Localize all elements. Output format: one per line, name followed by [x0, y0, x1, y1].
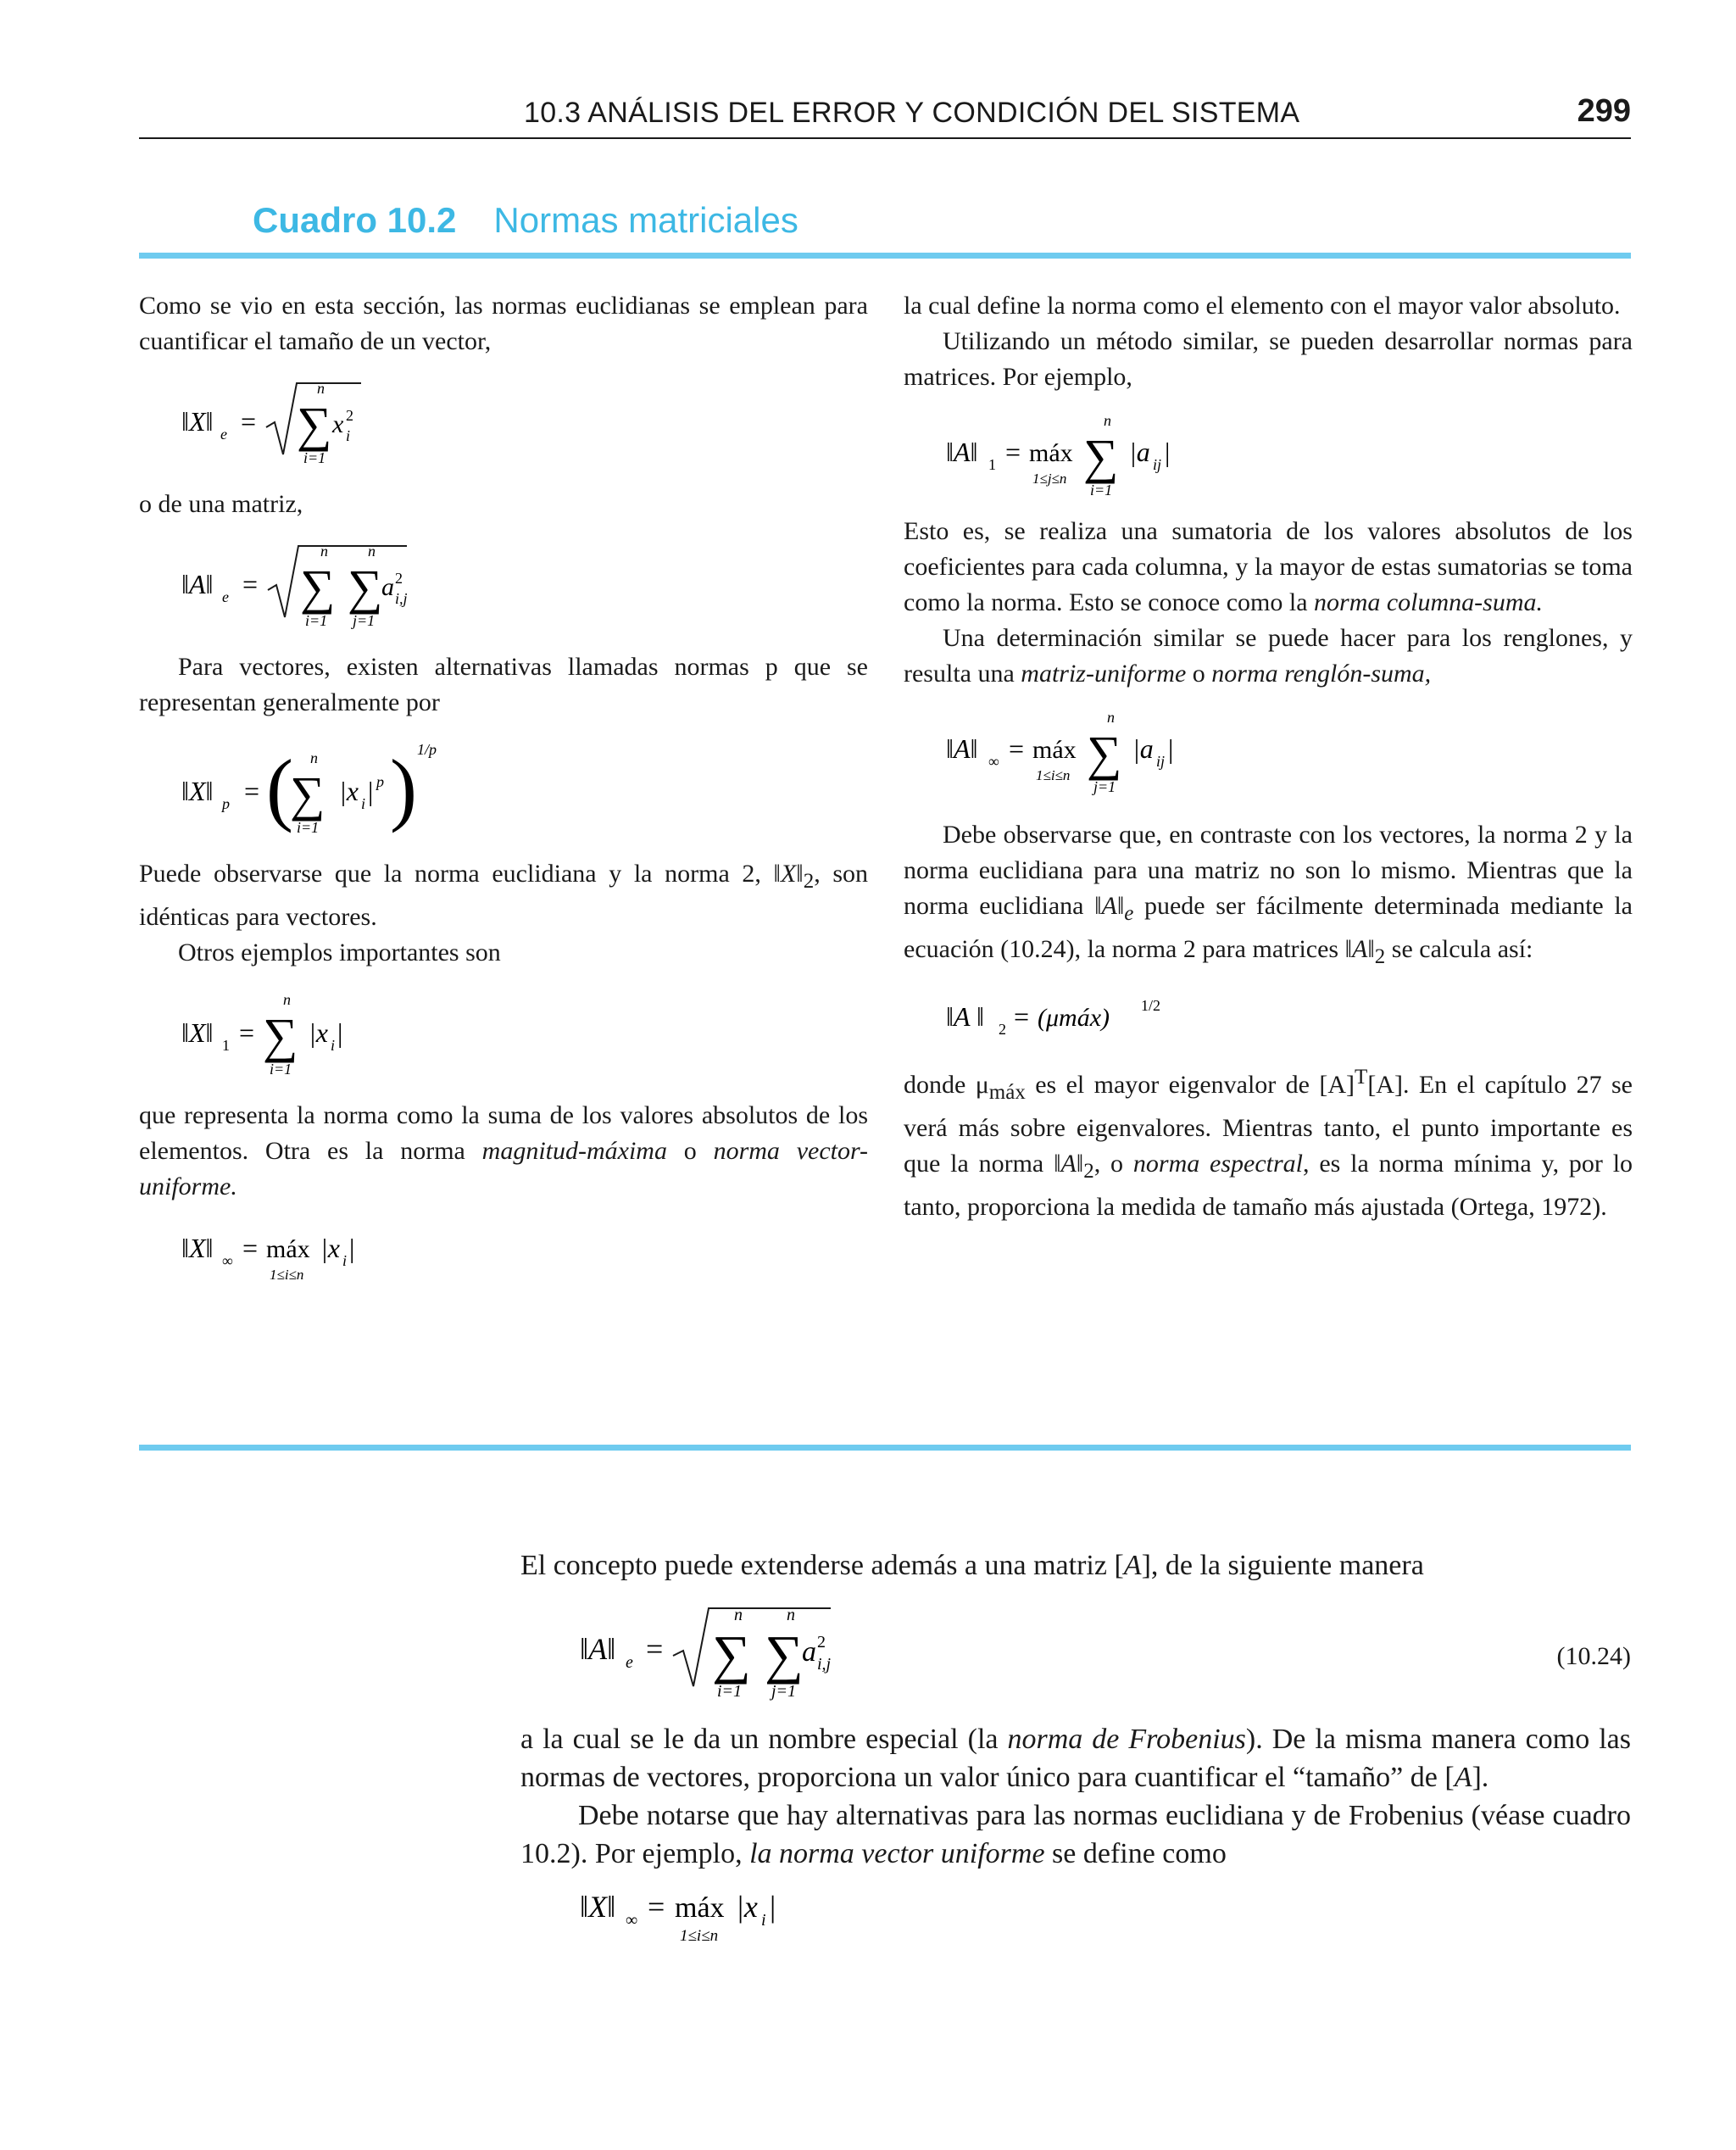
subscript: máx [988, 1081, 1026, 1104]
equation-1-norm [139, 971, 868, 1098]
svg-text:‖A ‖: ‖A ‖ [946, 1001, 984, 1032]
svg-text:=: = [242, 1233, 259, 1263]
svg-text:|: | [368, 776, 374, 806]
equation-spectral-norm [904, 975, 1633, 1060]
svg-text:=: = [1009, 733, 1025, 764]
paragraph [904, 514, 1633, 621]
equation-vector-uniform-norm [520, 1873, 1631, 1958]
svg-text:∞: ∞ [988, 753, 999, 770]
equation-graphic [139, 971, 868, 1098]
svg-text:ij: ij [1156, 753, 1166, 770]
section-title: 10.3 ANÁLISIS DEL ERROR Y CONDICIÓN DEL SISTEMA [524, 97, 1300, 129]
svg-text:|x: |x [309, 1017, 328, 1048]
norm-e-inline: $‖A‖_e$ [1094, 892, 1134, 925]
paragraph [904, 621, 1633, 692]
equation-p-norm [139, 721, 868, 856]
paragraph: Como se vio en esta sección, las normas euclidianas se emplean para cuantificar el tamaño de un vector, [139, 292, 868, 355]
equation-graphic [520, 1585, 1283, 1720]
text: o [683, 1137, 697, 1165]
svg-text:|: | [349, 1233, 355, 1263]
svg-text:n: n [283, 991, 291, 1008]
svg-text:∞: ∞ [222, 1252, 233, 1269]
text: , es la norma mínima y, por lo tanto, proporciona la medida de tamaño más ajustada (Ortega, 1972). [904, 1150, 1633, 1221]
svg-text:i,j: i,j [817, 1655, 832, 1674]
box-subtitle: Normas matriciales [493, 200, 798, 240]
paragraph: Puede observarse que la norma euclidiana y la norma 2, $‖X‖_2$, son idénticas para vectores. [139, 860, 868, 931]
page-number: 299 [1577, 93, 1631, 129]
svg-text:e: e [626, 1653, 633, 1672]
equation-number: (10.24) [1556, 1642, 1631, 1670]
emphasis: norma espectral [1132, 1150, 1304, 1178]
text: se calcula así: [1391, 935, 1533, 963]
box-right-column [904, 288, 1633, 1225]
equation-vector-euclidean [139, 359, 868, 487]
svg-text:2: 2 [817, 1633, 826, 1651]
svg-text:n: n [787, 1606, 795, 1624]
svg-text:|x: |x [339, 776, 359, 806]
equation-row-sum-norm [904, 692, 1633, 817]
svg-text:1: 1 [988, 456, 996, 473]
svg-text:i,j: i,j [395, 590, 408, 607]
svg-text:n: n [1104, 412, 1111, 429]
svg-text:i=1: i=1 [303, 449, 326, 466]
svg-text:|a: |a [1129, 437, 1150, 467]
svg-text:i=1: i=1 [270, 1061, 292, 1078]
max-range: 1≤j≤n [1032, 471, 1067, 487]
paragraph [520, 1720, 1631, 1796]
svg-text:∑: ∑ [1087, 726, 1122, 781]
equation-graphic [139, 721, 868, 856]
text: es el mayor eigenvalor de [A] [1035, 1071, 1355, 1099]
svg-text:): ) [390, 743, 417, 833]
max-operator: máx [1029, 439, 1073, 467]
svg-text:∑: ∑ [290, 766, 326, 822]
text: El concepto puede extenderse además a una matriz [ [520, 1550, 1124, 1581]
svg-text:‖X‖: ‖X‖ [181, 1233, 214, 1263]
paragraph: Otros ejemplos importantes son [178, 939, 501, 966]
svg-text:a: a [381, 573, 394, 601]
max-operator: máx [266, 1235, 310, 1263]
paragraph [904, 1060, 1633, 1225]
svg-text:n: n [1107, 709, 1115, 726]
max-range: 1≤i≤n [1036, 767, 1071, 783]
text: Puede observarse que la norma euclidiana y la norma 2, [139, 860, 761, 888]
svg-text:|: | [1165, 437, 1171, 467]
text: a la cual se le da un nombre especial (la [520, 1724, 999, 1755]
text: , o [1093, 1150, 1124, 1178]
box-label: Cuadro 10.2 [253, 200, 457, 240]
svg-text:j=1: j=1 [353, 612, 376, 629]
svg-text:i: i [761, 1911, 766, 1930]
svg-text:n: n [734, 1606, 743, 1624]
emphasis: matriz-uniforme [1021, 660, 1187, 688]
text: Debe notarse que hay alternativas para las normas euclidiana y de Frobenius (véase cuadro 10.2). Por ejemplo, [520, 1800, 1631, 1869]
svg-text:|: | [1168, 733, 1174, 764]
equation-frobenius [520, 1585, 1631, 1720]
svg-text:i: i [361, 795, 366, 812]
equation-graphic [904, 692, 1633, 817]
svg-text:i: i [346, 427, 351, 444]
svg-text:x: x [332, 410, 344, 438]
svg-text:p: p [222, 795, 230, 812]
svg-text:j=1: j=1 [1093, 778, 1116, 795]
paragraph [520, 1796, 1631, 1873]
paragraph [520, 1546, 1631, 1585]
svg-text:n: n [310, 749, 318, 766]
svg-text:∑: ∑ [300, 560, 336, 615]
box-heading [253, 200, 798, 241]
emphasis: norma renglón-suma, [1211, 660, 1432, 688]
svg-text:∑: ∑ [1083, 429, 1119, 484]
norm-2-inline: $‖A‖_2$ [1054, 1150, 1094, 1183]
svg-text:‖A‖: ‖A‖ [946, 437, 978, 467]
svg-text:i=1: i=1 [717, 1682, 743, 1701]
paragraph: la cual define la norma como el elemento con el mayor valor absoluto. [904, 292, 1621, 320]
paragraph [904, 817, 1633, 975]
svg-text:‖X‖: ‖X‖ [181, 1017, 214, 1048]
svg-text:i=1: i=1 [1090, 482, 1113, 499]
text: ). De la misma manera como las normas de vectores, proporciona un valor único para cuantificar el “tamaño” de [ [520, 1724, 1631, 1793]
emphasis: norma vector-uniforme. [139, 1137, 869, 1200]
svg-text:‖X‖: ‖X‖ [580, 1890, 616, 1924]
box-bottom-rule [139, 1445, 1631, 1451]
svg-text:n: n [368, 543, 376, 560]
svg-text:|a: |a [1132, 733, 1154, 764]
paragraph: o de una matriz, [139, 490, 303, 518]
equation-graphic [139, 359, 868, 487]
equation-graphic [904, 975, 1633, 1060]
text: donde μ [904, 1071, 989, 1099]
text: o [1192, 660, 1205, 688]
svg-text:∑: ∑ [297, 397, 332, 452]
svg-text:|x: |x [736, 1890, 758, 1924]
svg-text:∑: ∑ [712, 1624, 751, 1685]
text: ], de la siguiente manera [1141, 1550, 1424, 1581]
svg-text:|: | [770, 1890, 776, 1924]
emphasis: norma de Frobenius [1007, 1724, 1246, 1755]
svg-text:|: | [337, 1017, 343, 1048]
svg-text:=: = [241, 406, 257, 437]
exponent: 1/p [417, 741, 437, 758]
svg-text:i: i [331, 1037, 336, 1054]
paragraph: Utilizando un método similar, se pueden desarrollar normas para matrices. Por ejemplo, [904, 327, 1633, 391]
emphasis: A [1123, 1550, 1142, 1581]
svg-text:i=1: i=1 [297, 819, 320, 836]
equation-graphic [139, 522, 868, 649]
svg-text:‖A‖: ‖A‖ [946, 733, 978, 764]
exponent: 1/2 [1141, 997, 1161, 1014]
paragraph [139, 1098, 868, 1205]
svg-text:n: n [317, 380, 325, 397]
emphasis: magnitud-máxima [481, 1137, 667, 1165]
svg-text:a: a [802, 1636, 816, 1668]
svg-text:=: = [648, 1890, 665, 1924]
svg-text:2: 2 [395, 570, 403, 587]
text: se define como [1052, 1838, 1227, 1869]
text: son idénticas para vectores. [139, 860, 868, 931]
svg-text:‖A‖: ‖A‖ [580, 1632, 616, 1666]
max-range: 1≤i≤n [270, 1267, 304, 1283]
text: [A]. En el capítulo 27 se verá más sobre eigenvalores. Mientras tanto, el punto importante es que la norma [904, 1071, 1633, 1178]
max-operator: máx [1032, 736, 1077, 764]
svg-text:p: p [376, 773, 384, 790]
main-text [520, 1546, 1631, 1958]
box-top-rule [139, 253, 1631, 259]
svg-text:=: = [239, 1017, 255, 1048]
svg-text:2: 2 [346, 407, 353, 424]
svg-text:i: i [342, 1252, 348, 1269]
svg-text:‖X‖: ‖X‖ [181, 776, 214, 806]
mu-max: (μmáx) [1038, 1004, 1110, 1032]
equation-graphic [904, 395, 1633, 514]
text: puede ser fácilmente determinada mediante la ecuación (10.24), la norma 2 para matrices [904, 892, 1633, 963]
svg-text:∑: ∑ [765, 1624, 804, 1685]
svg-text:(: ( [266, 743, 293, 833]
svg-text:1: 1 [222, 1037, 230, 1054]
equation-graphic [520, 1873, 1283, 1958]
svg-text:∞: ∞ [626, 1911, 638, 1930]
svg-text:∑: ∑ [348, 560, 383, 615]
norm-2-inline: $‖X‖_2$ [773, 860, 815, 893]
svg-text:=: = [1014, 1001, 1030, 1032]
svg-text:=: = [646, 1632, 664, 1666]
max-range: 1≤i≤n [680, 1927, 719, 1945]
emphasis: A [1454, 1762, 1472, 1793]
svg-text:=: = [1005, 437, 1021, 467]
emphasis: norma columna-suma. [1314, 588, 1544, 616]
svg-text:e: e [220, 426, 227, 443]
text: ]. [1472, 1762, 1489, 1793]
svg-text:n: n [320, 543, 328, 560]
svg-text:j=1: j=1 [771, 1682, 797, 1701]
text: Esto es, se realiza una sumatoria de los valores absolutos de los coeficientes para cada columna, y la mayor de estas sumatorias se toma como la norma. Esto se conoce como la [904, 517, 1633, 616]
svg-text:∑: ∑ [263, 1008, 298, 1063]
emphasis: la norma vector uniforme [749, 1838, 1045, 1869]
norm-2-inline: $‖A‖_2$ [1344, 935, 1386, 968]
svg-text:ij: ij [1153, 456, 1162, 473]
equation-graphic [139, 1205, 868, 1298]
equation-matrix-euclidean [139, 522, 868, 649]
equation-column-sum-norm [904, 395, 1633, 514]
box-left-column [139, 288, 868, 1298]
svg-text:‖X‖: ‖X‖ [181, 406, 214, 437]
svg-text:2: 2 [999, 1021, 1006, 1038]
max-operator: máx [675, 1892, 725, 1924]
page-header [139, 92, 1631, 139]
text: que representa la norma como la suma de los valores absolutos de los elementos. Otra es la norma [139, 1101, 868, 1165]
svg-text:e: e [222, 588, 229, 605]
svg-text:=: = [244, 776, 260, 806]
svg-text:‖A‖: ‖A‖ [181, 569, 214, 599]
superscript: T [1355, 1066, 1368, 1089]
svg-text:i=1: i=1 [305, 612, 328, 629]
svg-text:|x: |x [320, 1233, 340, 1263]
svg-text:=: = [242, 569, 259, 599]
text: Una determinación similar se puede hacer para los renglones, y resulta una [904, 624, 1633, 688]
text: Debe observarse que, en contraste con los vectores, la norma 2 y la norma euclidiana para una matriz no son lo mismo. Mientras que la norma euclidiana [904, 821, 1633, 920]
paragraph: Para vectores, existen alternativas llamadas normas p que se representan generalmente por [139, 653, 868, 716]
equation-inf-norm-vector [139, 1205, 868, 1298]
